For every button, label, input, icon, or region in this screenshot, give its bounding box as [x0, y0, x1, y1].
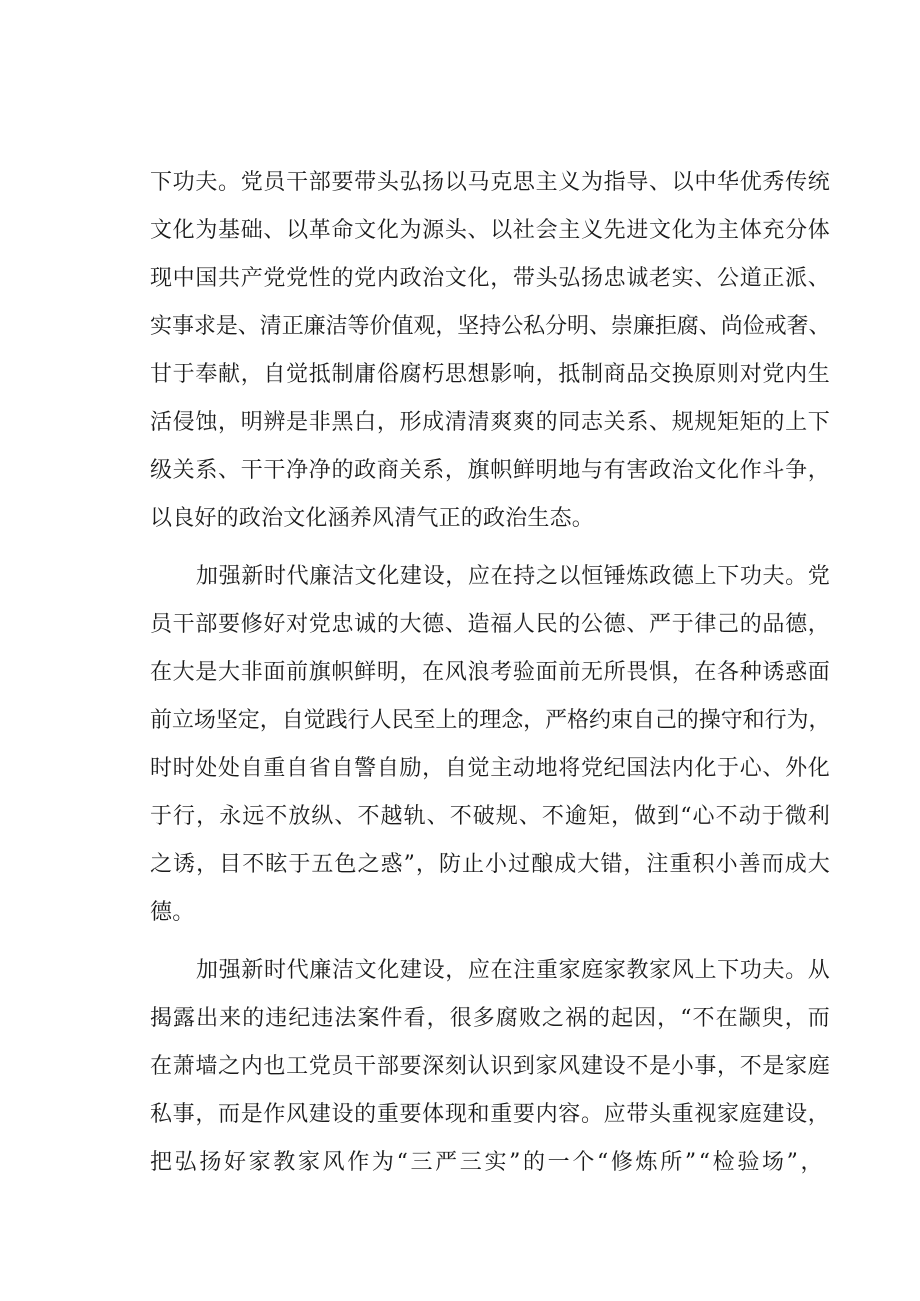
- text-line: 在大是大非面前旗帜鲜明，在风浪考验面前无所畏惧，在各种诱惑面: [150, 660, 831, 685]
- text-line: 甘于奉献，自觉抵制庸俗腐朽思想影响，抵制商品交换原则对党内生: [150, 362, 831, 387]
- text-line: 前立场坚定，自觉践行人民至上的理念，严格约束自己的操守和行为，: [150, 708, 831, 733]
- paragraph-first-line: 加强新时代廉洁文化建设，应在持之以恒锤炼政德上下功夫。党: [196, 564, 831, 589]
- text-line: 以良好的政治文化涵养风清气正的政治生态。: [150, 506, 595, 531]
- text-line: 时时处处自重自省自警自励，自觉主动地将党纪国法内化于心、外化: [150, 756, 831, 781]
- text-line: 之诱，目不眩于五色之惑”，防止小过酿成大错，注重积小善而成大: [150, 852, 831, 877]
- paragraph-first-line: 加强新时代廉洁文化建设，应在注重家庭家教家风上下功夫。从: [196, 958, 831, 983]
- text-line: 于行，永远不放纵、不越轨、不破规、不逾矩，做到“心不动于微利: [150, 804, 831, 829]
- text-line: 实事求是、清正廉洁等价值观，坚持公私分明、崇廉拒腐、尚俭戒奢、: [150, 314, 831, 339]
- text-line: 揭露出来的违纪违法案件看，很多腐败之祸的起因，“不在颛臾，而: [150, 1006, 831, 1031]
- text-line: 在萧墙之内也工党员干部要深刻认识到家风建设不是小事，不是家庭: [150, 1054, 831, 1079]
- text-line: 活侵蚀，明辨是非黑白，形成清清爽爽的同志关系、规规矩矩的上下: [150, 410, 831, 435]
- text-line: 德。: [150, 900, 195, 925]
- text-line: 把弘扬好家教家风作为“三严三实”的一个“修炼所”“检验场”，: [150, 1150, 826, 1175]
- text-line: 员干部要修好对党忠诚的大德、造福人民的公德、严于律己的品德，: [150, 612, 831, 637]
- text-line: 级关系、干干净净的政商关系，旗帜鲜明地与有害政治文化作斗争，: [150, 458, 831, 483]
- text-line: 文化为基础、以革命文化为源头、以社会主义先进文化为主体充分体: [150, 218, 831, 243]
- text-line: 下功夫。党员干部要带头弘扬以马克思主义为指导、以中华优秀传统: [150, 170, 831, 195]
- text-line: 现中国共产党党性的党内政治文化，带头弘扬忠诚老实、公道正派、: [150, 266, 831, 291]
- text-line: 私事，而是作风建设的重要体现和重要内容。应带头重视家庭建设，: [150, 1102, 831, 1127]
